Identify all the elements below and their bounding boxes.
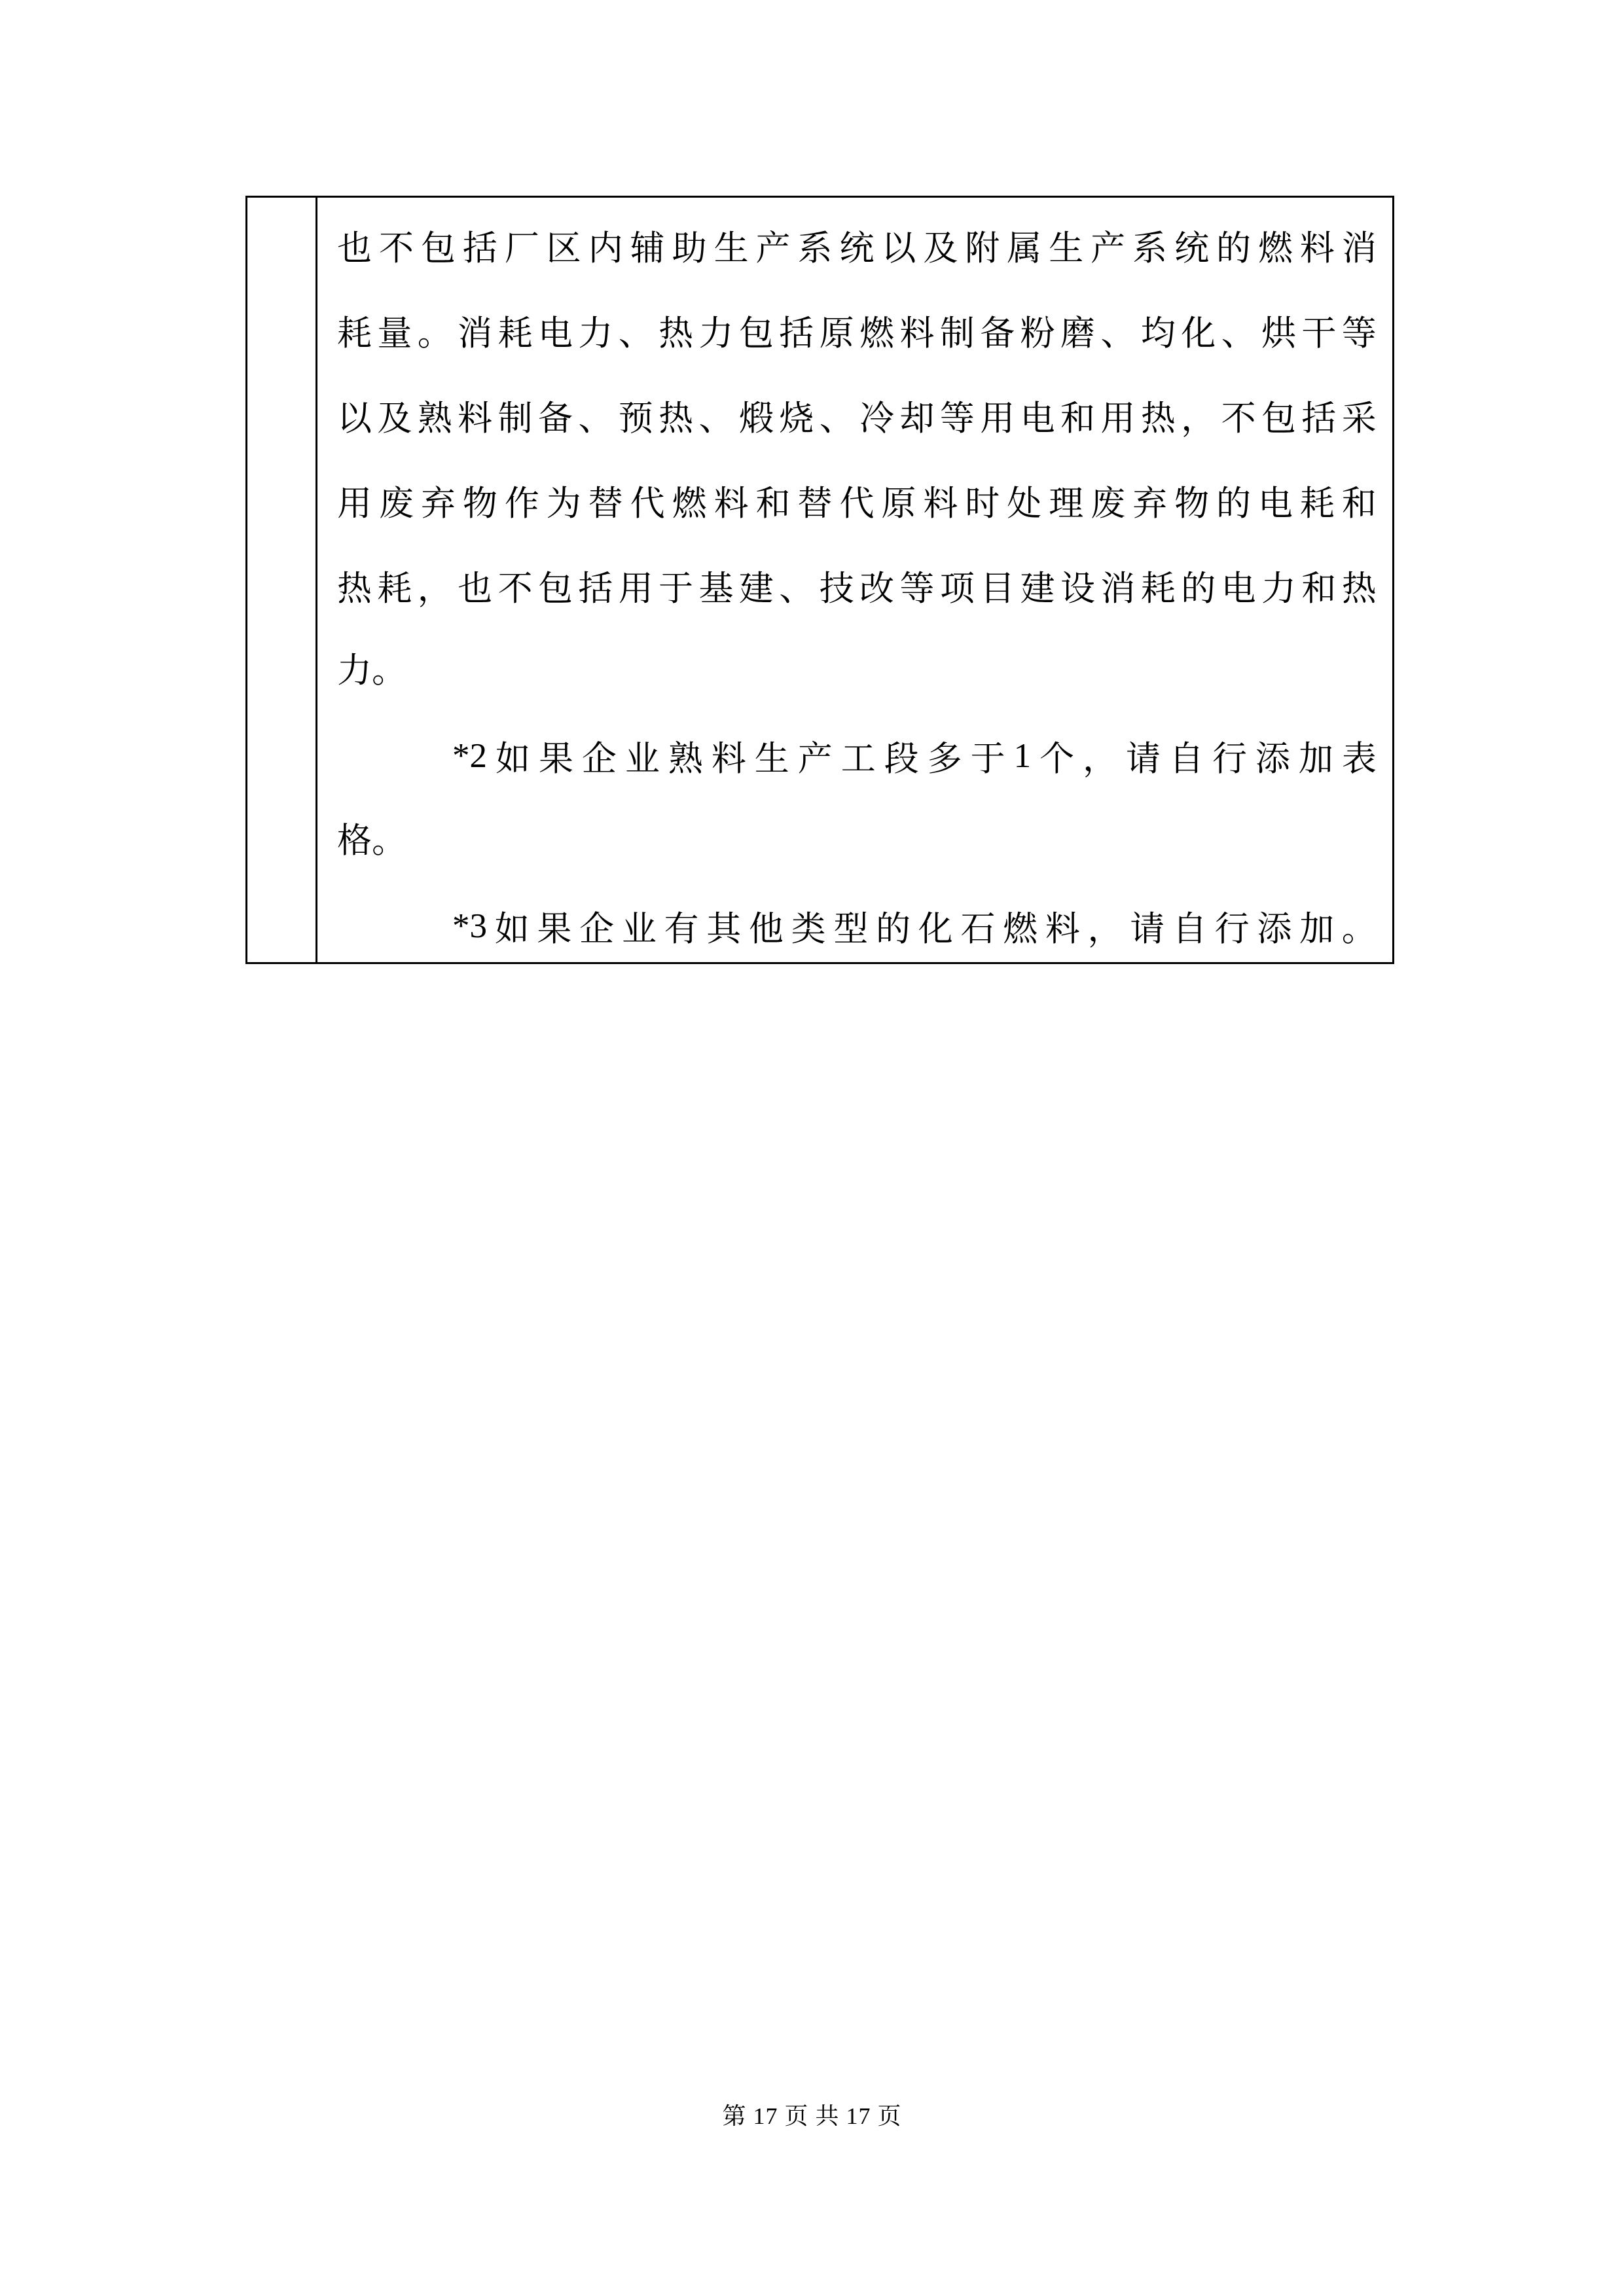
note-line: 用 废 弃 物 作 为 替 代 燃 料 和 替 代 原 料 时 处 理 废 弃 物 的 电 耗 和 <box>337 485 1377 523</box>
table-notes-cell <box>317 198 1392 962</box>
note-line: 耗 量 。 消 耗 电 力 、 热 力 包 括 原 燃 料 制 备 粉 磨 、 均 化 、 烘 干 等 <box>337 315 1377 353</box>
note-line: 格。 <box>337 822 406 860</box>
note-line: *3 如 果 企 业 有 其 他 类 型 的 化 石 燃 料 ， 请 自 行 添 加 。 <box>452 907 1377 948</box>
note-line: 热 耗 ， 也 不 包 括 用 于 基 建 、 技 改 等 项 目 建 设 消 耗 的 电 力 和 热 <box>337 570 1377 608</box>
notes-table <box>245 196 1394 964</box>
table-left-column-cell <box>247 198 317 962</box>
page-footer: 第 17 页 共 17 页 <box>722 2103 902 2129</box>
note-line: *2 如 果 企 业 熟 料 生 产 工 段 多 于 1 个 ， 请 自 行 添 加 表 <box>452 737 1377 778</box>
note-line: 也 不 包 括 厂 区 内 辅 助 生 产 系 统 以 及 附 属 生 产 系 统 的 燃 料 消 <box>337 230 1377 268</box>
note-line: 以 及 熟 料 制 备 、 预 热 、 煅 烧 、 冷 却 等 用 电 和 用 热 ， 不 包 括 采 <box>337 400 1377 438</box>
note-line: 力。 <box>337 652 406 690</box>
note-lines <box>337 203 1377 962</box>
